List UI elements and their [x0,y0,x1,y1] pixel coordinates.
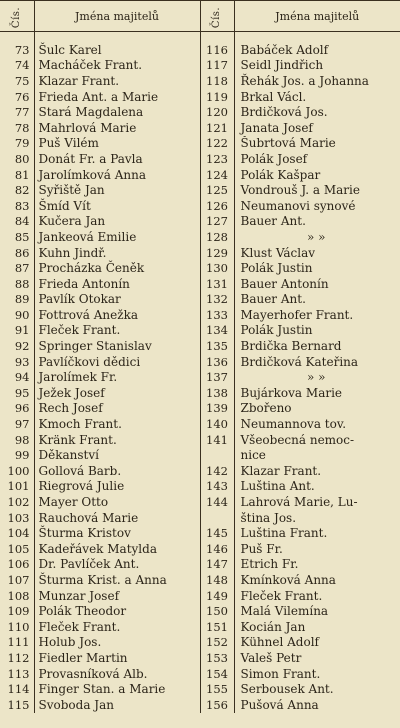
owner-number: 87 [0,260,34,276]
table-row [0,136,400,152]
owner-name: Klust Václav [240,245,316,260]
owner-name: Pavlíčkovi dědici [34,354,200,370]
owner-number: 83 [0,198,34,214]
owner-number: 103 [0,510,34,526]
owner-number: 151 [200,619,234,635]
owner-number: 148 [200,572,234,588]
table-row [0,42,400,58]
owner-name: » » [307,370,326,385]
owner-name: Jarolímek Fr. [34,369,200,385]
owner-name: nice [240,448,266,463]
owner-number: 99 [0,447,34,463]
owner-number: 147 [200,557,234,573]
table-row [0,89,400,105]
owner-number: 90 [0,307,34,323]
table-row [0,401,400,417]
owner-number: 149 [200,588,234,604]
owner-name: Polák Justin [240,323,313,338]
owner-name: Všeobecná nemoc- [240,432,355,447]
owner-name: Jankeová Emilie [34,229,200,245]
owner-number: 153 [200,650,234,666]
owner-number: 131 [200,276,234,292]
owner-number: 125 [200,182,234,198]
table-row [0,120,400,136]
header-owners-right: Jména majitelů [234,1,400,32]
owner-number: 95 [0,385,34,401]
owner-name: Polák Kašpar [240,167,321,182]
owner-name: ština Jos. [240,510,297,525]
owner-name: Kmoch Frant. [34,416,200,432]
table-row [0,557,400,573]
table-row [0,245,400,261]
owner-name: Puš Fr. [240,541,283,556]
owner-name: Brkal Václ. [240,89,307,104]
owner-number: 107 [0,572,34,588]
owner-name: Frieda Antonín [34,276,200,292]
owner-number: 121 [200,120,234,136]
owner-name: Neumannova tov. [240,417,347,432]
owner-name: Bauer Ant. [240,214,306,229]
owner-name: Finger Stan. a Marie [34,681,200,697]
table-row [0,182,400,198]
owner-name: Svoboda Jan [34,697,200,713]
owner-name: Mahrlová Marie [34,120,200,136]
owner-number: 86 [0,245,34,261]
owner-number: 81 [0,167,34,183]
owner-number: 114 [0,681,34,697]
owner-number: 144 [200,494,234,510]
owner-number: 106 [0,557,34,573]
owner-name: Fiedler Martin [34,650,200,666]
owner-name: » » [307,229,326,244]
owner-number: 122 [200,136,234,152]
owner-number: 155 [200,681,234,697]
owner-number: 156 [200,697,234,713]
owner-number: 137 [200,369,234,385]
owner-name: Frieda Ant. a Marie [34,89,200,105]
owner-number: 82 [0,182,34,198]
owner-number: 143 [200,479,234,495]
owner-number: 126 [200,198,234,214]
owner-name: Šturma Kristov [34,525,200,541]
owner-name: Polák Justin [240,261,313,276]
table-row [0,463,400,479]
table-row [0,229,400,245]
owner-name: Šturma Krist. a Anna [34,572,200,588]
owner-name: Babáček Adolf [240,42,329,57]
owner-number: 108 [0,588,34,604]
owner-number [200,447,234,463]
owner-name: Stará Magdalena [34,104,200,120]
table-row [0,151,400,167]
owner-number: 152 [200,635,234,651]
owner-name: Bujárkova Marie [240,385,343,400]
owner-name: Provasníková Alb. [34,666,200,682]
owner-name: Neumanovi synové [240,198,356,213]
table-row [0,588,400,604]
table-row [0,260,400,276]
table-row [0,338,400,354]
owner-number: 102 [0,494,34,510]
owner-name: Kučera Jan [34,214,200,230]
owner-name: Luština Frant. [240,526,328,541]
owner-number: 150 [200,603,234,619]
owner-name: Mayer Otto [34,494,200,510]
owner-number: 89 [0,292,34,308]
table-row [0,385,400,401]
owner-number: 115 [0,697,34,713]
table-row [0,603,400,619]
table-row [0,572,400,588]
owner-name: Pavlík Otokar [34,292,200,308]
owner-name: Děkanství [34,447,200,463]
owner-number: 74 [0,58,34,74]
owner-name: Kühnel Adolf [240,635,319,650]
owner-number: 123 [200,151,234,167]
owner-number: 100 [0,463,34,479]
owner-name: Brdičková Kateřina [240,354,359,369]
owner-name: Brdičková Jos. [240,105,328,120]
table-row [0,276,400,292]
table-row [0,292,400,308]
owner-number: 138 [200,385,234,401]
owner-name: Vondrouš J. a Marie [240,183,360,198]
owner-name: Klazar Frant. [34,73,200,89]
owner-number: 141 [200,432,234,448]
owner-number: 75 [0,73,34,89]
table-row [0,307,400,323]
owner-number: 135 [200,338,234,354]
owner-name: Šubrtová Marie [240,136,336,151]
owner-number: 140 [200,416,234,432]
owner-number: 76 [0,89,34,105]
owner-number: 113 [0,666,34,682]
table-row [0,214,400,230]
owner-name: Serbousek Ant. [240,682,334,697]
owner-number: 97 [0,416,34,432]
owner-number: 88 [0,276,34,292]
table-row [0,525,400,541]
owner-name: Simon Frant. [240,666,321,681]
table-row [0,635,400,651]
table-row [0,58,400,74]
owner-number: 109 [0,603,34,619]
owner-name: Janata Josef [240,120,313,135]
owner-name: Munzar Josef [34,588,200,604]
table-row [0,650,400,666]
owner-number: 105 [0,541,34,557]
owner-number: 128 [200,229,234,245]
owner-name: Pušová Anna [240,697,319,712]
owner-number: 91 [0,323,34,339]
owner-number: 129 [200,245,234,261]
owner-name: Seidl Jindřich [240,58,324,73]
owner-name: Fleček Frant. [34,323,200,339]
owner-name: Polák Josef [240,151,308,166]
table-row [0,323,400,339]
owner-number: 136 [200,354,234,370]
owner-number: 154 [200,666,234,682]
owner-number: 133 [200,307,234,323]
owner-number: 110 [0,619,34,635]
owner-number: 104 [0,525,34,541]
owner-name: Procházka Čeněk [34,260,200,276]
table-row [0,73,400,89]
owner-number: 145 [200,525,234,541]
owner-number: 134 [200,323,234,339]
owner-name: Syřiště Jan [34,182,200,198]
table-row [0,416,400,432]
owner-number: 96 [0,401,34,417]
table-row [0,447,400,463]
owner-name: Kuhn Jindř. [34,245,200,261]
owner-number: 78 [0,120,34,136]
table-row [0,681,400,697]
owner-name: Rech Josef [34,401,200,417]
owner-name: Šmíd Vít [34,198,200,214]
owner-number: 79 [0,136,34,152]
owner-number: 142 [200,463,234,479]
owner-number: 127 [200,214,234,230]
owner-number: 132 [200,292,234,308]
header-owners-left: Jména majitelů [34,1,200,32]
table-row [0,167,400,183]
owner-number: 77 [0,104,34,120]
owner-name: Gollová Barb. [34,463,200,479]
owner-number: 98 [0,432,34,448]
owner-name: Macháček Frant. [34,58,200,74]
table-row [0,510,400,526]
owner-number: 73 [0,42,34,58]
owner-name: Řehák Jos. a Johanna [240,73,369,88]
owner-name: Etrich Fr. [240,557,299,572]
table-row [0,541,400,557]
owner-name: Kadeřávek Matylda [34,541,200,557]
owner-name: Springer Stanislav [34,338,200,354]
owner-number: 117 [200,58,234,74]
header-number-left: Čís. [0,1,34,32]
table-row [0,479,400,495]
table-row [0,619,400,635]
owner-name: Rauchová Marie [34,510,200,526]
owner-name: Bauer Ant. [240,292,306,307]
owner-number: 84 [0,214,34,230]
owner-name: Fottrová Anežka [34,307,200,323]
owner-name: Kmínková Anna [240,572,336,587]
header-row [0,1,400,32]
owner-name: Zbořeno [240,401,292,416]
owner-name: Polák Theodor [34,603,200,619]
owner-number: 146 [200,541,234,557]
owner-name: Kränk Frant. [34,432,200,448]
header-number-right: Čís. [200,1,234,32]
owner-name: Klazar Frant. [240,463,322,478]
table-row [0,369,400,385]
owner-name: Fleček Frant. [34,619,200,635]
owner-name: Fleček Frant. [240,588,323,603]
owner-number: 94 [0,369,34,385]
table-row [0,198,400,214]
owner-name: Brdička Bernard [240,339,342,354]
owner-number: 112 [0,650,34,666]
table-row [0,494,400,510]
owner-name: Lahrová Marie, Lu- [240,495,358,510]
owner-number: 124 [200,167,234,183]
table-row [0,354,400,370]
owner-number: 92 [0,338,34,354]
owner-number: 130 [200,260,234,276]
owner-name: Kocián Jan [240,619,306,634]
owner-number: 80 [0,151,34,167]
owner-name: Luština Ant. [240,479,315,494]
owner-name: Jarolímková Anna [34,167,200,183]
owner-name: Dr. Pavlíček Ant. [34,557,200,573]
owner-name: Holub Jos. [34,635,200,651]
owner-name: Mayerhofer Frant. [240,307,354,322]
table-body [0,32,400,713]
owner-number: 120 [200,104,234,120]
owner-name: Donát Fr. a Pavla [34,151,200,167]
owner-number: 116 [200,42,234,58]
owner-name: Valeš Petr [240,650,302,665]
owner-number: 139 [200,401,234,417]
owner-number [200,510,234,526]
owner-name: Ježek Josef [34,385,200,401]
owner-number: 85 [0,229,34,245]
owner-number: 118 [200,73,234,89]
owner-number: 119 [200,89,234,105]
table-row [0,432,400,448]
owner-name: Šulc Karel [34,42,200,58]
owner-name: Puš Vilém [34,136,200,152]
table-row [0,666,400,682]
owner-name: Riegrová Julie [34,479,200,495]
owner-name: Malá Vilemína [240,604,329,619]
owner-number: 101 [0,479,34,495]
table-row [0,104,400,120]
owner-number: 111 [0,635,34,651]
table-row [0,697,400,713]
owner-number: 93 [0,354,34,370]
owner-name: Bauer Antonín [240,276,329,291]
